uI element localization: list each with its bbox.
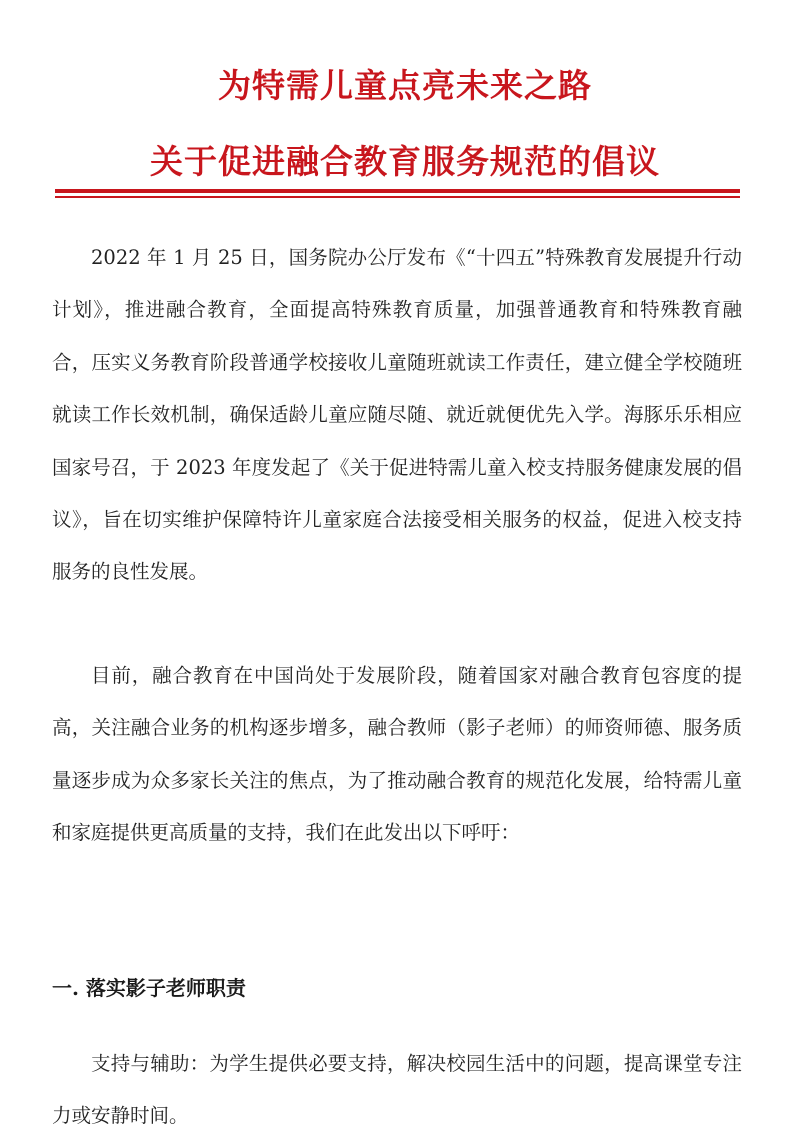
document-title-line-2: 关于促进融合教育服务规范的倡议 <box>150 142 660 182</box>
intro-paragraph: 2022 年 1 月 25 日，国务院办公厅发布《“十四五”特殊教育发展提升行动计划》，推进融合教育，全面提高特殊教育质量，加强普通教育和特殊教育融合，压实义务教育阶段普通学校接收儿童随班就读工作责任，建立健全学校随班就读工作长效机制，确保适龄儿童应随尽随、就近就便优先入学。海豚乐乐相应国家号召，于 2023 年度发起了《关于促进特需儿童入校支持服务健康发展的倡议》，旨在切实维护保障特许儿童家庭合法接受相关服务的权益，促进入校支持服务的良性发展。 <box>52 246 742 584</box>
title-divider-thick <box>55 189 740 193</box>
section-heading-1: 一. 落实影子老师职责 <box>52 976 246 1000</box>
document-title-line-1: 为特需儿童点亮未来之路 <box>218 66 592 106</box>
section-1-paragraph: 支持与辅助：为学生提供必要支持，解决校园生活中的问题，提高课堂专注力或安静时间。 <box>52 1052 742 1128</box>
context-paragraph: 目前，融合教育在中国尚处于发展阶段，随着国家对融合教育包容度的提高，关注融合业务的机构逐步增多，融合教师（影子老师）的师资师德、服务质量逐步成为众多家长关注的焦点，为了推动融合教育的规范化发展，给特需儿童和家庭提供更高质量的支持，我们在此发出以下呼吁： <box>52 664 742 845</box>
title-divider-thin <box>55 196 740 198</box>
